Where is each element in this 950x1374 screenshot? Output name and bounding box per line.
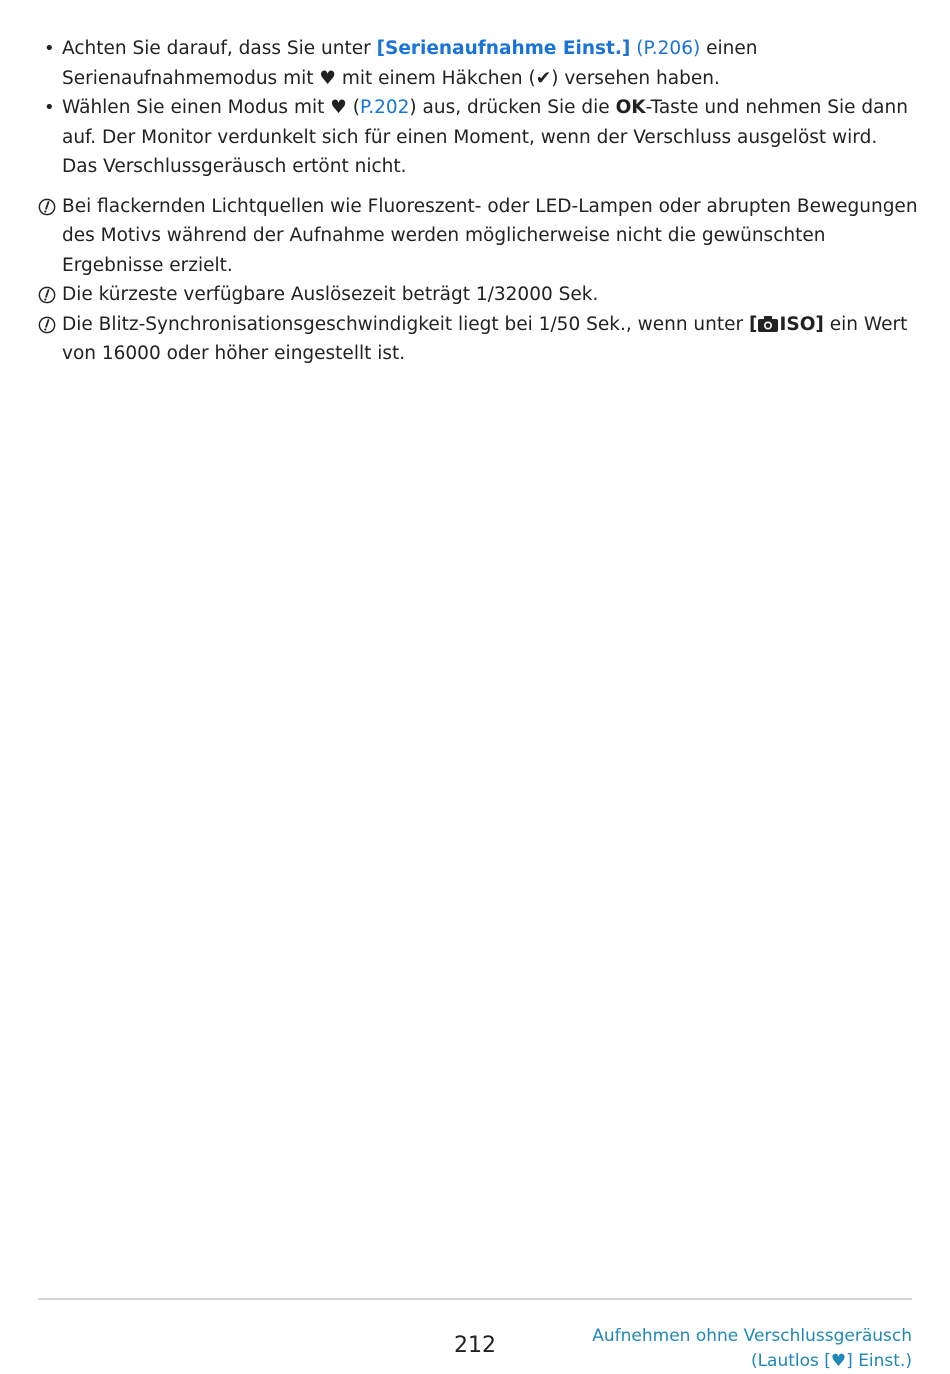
menu-link-serienaufnahme[interactable]: [Serienaufnahme Einst.] (376, 38, 631, 59)
text: -Taste und nehmen Sie dann auf. Der Monitor verdunkelt sich für einen Moment, wenn der Verschluss ausgelöst wird. Das Verschlussgeräusch ertönt nicht. (62, 97, 908, 177)
bullet-dot-icon: • (44, 97, 55, 118)
camera-icon (757, 315, 779, 333)
checkmark-icon: ✔ (535, 67, 552, 89)
page-number: 212 (454, 1333, 496, 1358)
heart-icon: ♥ (330, 97, 347, 118)
caution-note (38, 310, 918, 369)
text: ) versehen haben. (551, 67, 720, 89)
note-text: Die Blitz-Synchronisationsgeschwindigkeit liegt bei 1/50 Sek., wenn unter (62, 313, 750, 335)
caution-note (38, 280, 918, 310)
page-link-202[interactable]: P.202 (359, 97, 410, 118)
footer-link-title[interactable]: Aufnehmen ohne Verschlussgeräusch (592, 1326, 912, 1346)
footer-section-link[interactable] (592, 1324, 912, 1374)
list-item (38, 93, 918, 182)
heart-icon: ♥ (319, 67, 336, 89)
instruction-list (38, 34, 918, 182)
bullet-dot-icon: • (44, 38, 55, 59)
page-content (38, 34, 918, 369)
caution-icon (38, 198, 56, 216)
text: Achten Sie darauf, dass Sie unter (62, 38, 377, 59)
caution-icon (38, 316, 56, 334)
iso-label: ISO] (779, 313, 824, 335)
bracket-open: [ (749, 313, 758, 335)
footer-link-subtitle[interactable]: (Lautlos [♥] Einst.) (750, 1351, 912, 1371)
caution-icon (38, 286, 56, 304)
text: ) aus, drücken Sie die (409, 97, 616, 118)
text: ( (346, 97, 360, 118)
text: Wählen Sie einen Modus mit (62, 97, 331, 118)
note-text: Die kürzeste verfügbare Auslösezeit beträgt 1/32000 Sek. (62, 284, 599, 305)
note-text: ein Wert von 16000 oder höher eingestellt ist. (62, 313, 908, 364)
page-link-206[interactable]: (P.206) (636, 38, 701, 59)
footer-divider (38, 1298, 912, 1300)
list-item (38, 34, 918, 93)
caution-note (38, 192, 918, 281)
text: einen Serienaufnahmemodus mit (62, 38, 758, 89)
note-text: Bei flackernden Lichtquellen wie Fluoreszent- oder LED-Lampen oder abrupten Bewegungen des Motivs während der Aufnahme werden möglicherweise nicht die gewünschten Ergebnisse erzielt. (62, 195, 918, 276)
caution-notes (38, 192, 918, 369)
text: mit einem Häkchen ( (335, 67, 536, 89)
ok-key-label: OK (615, 97, 646, 118)
